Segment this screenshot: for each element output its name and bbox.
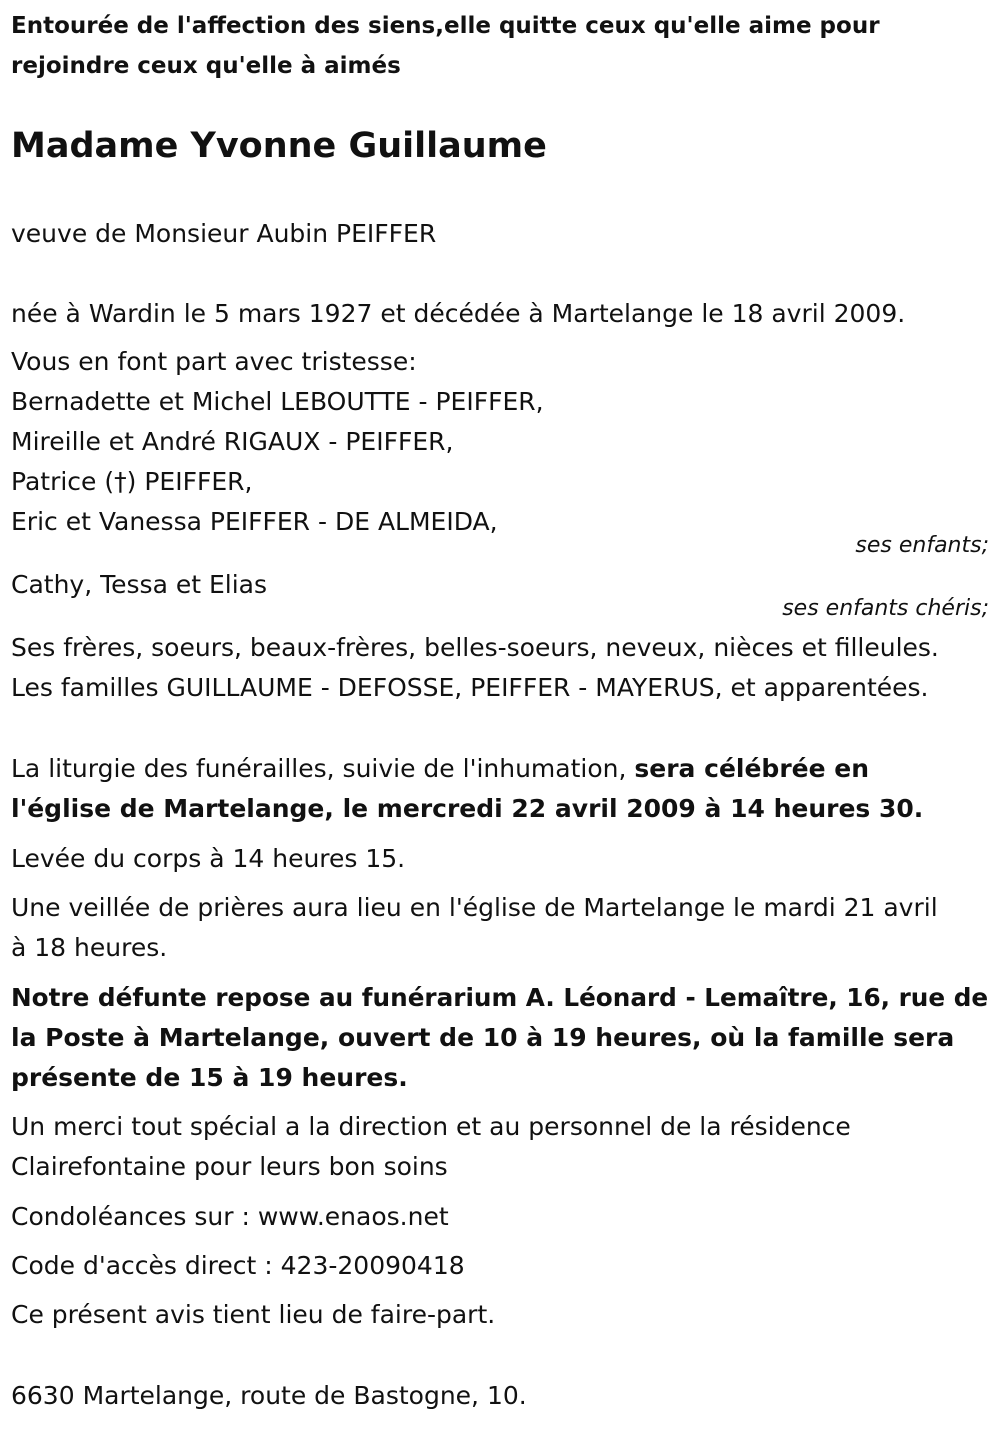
grandchildren-label: ses enfants chéris;	[782, 596, 989, 621]
liturgy-emphasis: sera célébrée en	[634, 754, 870, 783]
notice-line: Ce présent avis tient lieu de faire-part.	[11, 1300, 496, 1329]
siblings-line: Ses frères, soeurs, beaux-frères, belles-soeurs, neveux, nièces et filleules.	[11, 633, 939, 662]
address-line: 6630 Martelange, route de Bastogne, 10.	[11, 1381, 527, 1410]
intro-line-2: rejoindre ceux qu'elle à aimés	[11, 53, 401, 79]
thanks-line-1: Un merci tout spécial a la direction et au personnel de la résidence	[11, 1112, 851, 1141]
vigil-line-1: Une veillée de prières aura lieu en l'église de Martelange le mardi 21 avril	[11, 893, 938, 922]
repose-line-1: Notre défunte repose au funérarium A. Léonard - Lemaître, 16, rue de	[11, 983, 989, 1012]
child-3: Patrice (†) PEIFFER,	[11, 467, 253, 496]
birth-death-dates: née à Wardin le 5 mars 1927 et décédée à Martelange le 18 avril 2009.	[11, 299, 906, 328]
vigil-line-2: à 18 heures.	[11, 933, 168, 962]
repose-line-3: présente de 15 à 19 heures.	[11, 1063, 408, 1092]
children-label: ses enfants;	[855, 533, 989, 558]
deceased-name: Madame Yvonne Guillaume	[11, 126, 547, 166]
access-code-line: Code d'accès direct : 423-20090418	[11, 1251, 465, 1280]
levee-line: Levée du corps à 14 heures 15.	[11, 844, 406, 873]
child-1: Bernadette et Michel LEBOUTTE - PEIFFER,	[11, 387, 544, 416]
grandchildren: Cathy, Tessa et Elias	[11, 570, 267, 599]
liturgy-text: La liturgie des funérailles, suivie de l'inhumation,	[11, 754, 635, 783]
condolences-line: Condoléances sur : www.enaos.net	[11, 1202, 449, 1231]
intro-line-1: Entourée de l'affection des siens,elle quitte ceux qu'elle aime pour	[11, 13, 880, 39]
announce-text: Vous en font part avec tristesse:	[11, 347, 417, 376]
thanks-line-2: Clairefontaine pour leurs bon soins	[11, 1152, 448, 1181]
liturgy-line-2: l'église de Martelange, le mercredi 22 avril 2009 à 14 heures 30.	[11, 794, 924, 823]
child-4: Eric et Vanessa PEIFFER - DE ALMEIDA,	[11, 507, 498, 536]
repose-line-2: la Poste à Martelange, ouvert de 10 à 19 heures, où la famille sera	[11, 1023, 955, 1052]
child-2: Mireille et André RIGAUX - PEIFFER,	[11, 427, 454, 456]
liturgy-line-1	[11, 754, 869, 784]
families-line: Les familles GUILLAUME - DEFOSSE, PEIFFER - MAYERUS, et apparentées.	[11, 673, 929, 702]
widow-of: veuve de Monsieur Aubin PEIFFER	[11, 219, 437, 248]
